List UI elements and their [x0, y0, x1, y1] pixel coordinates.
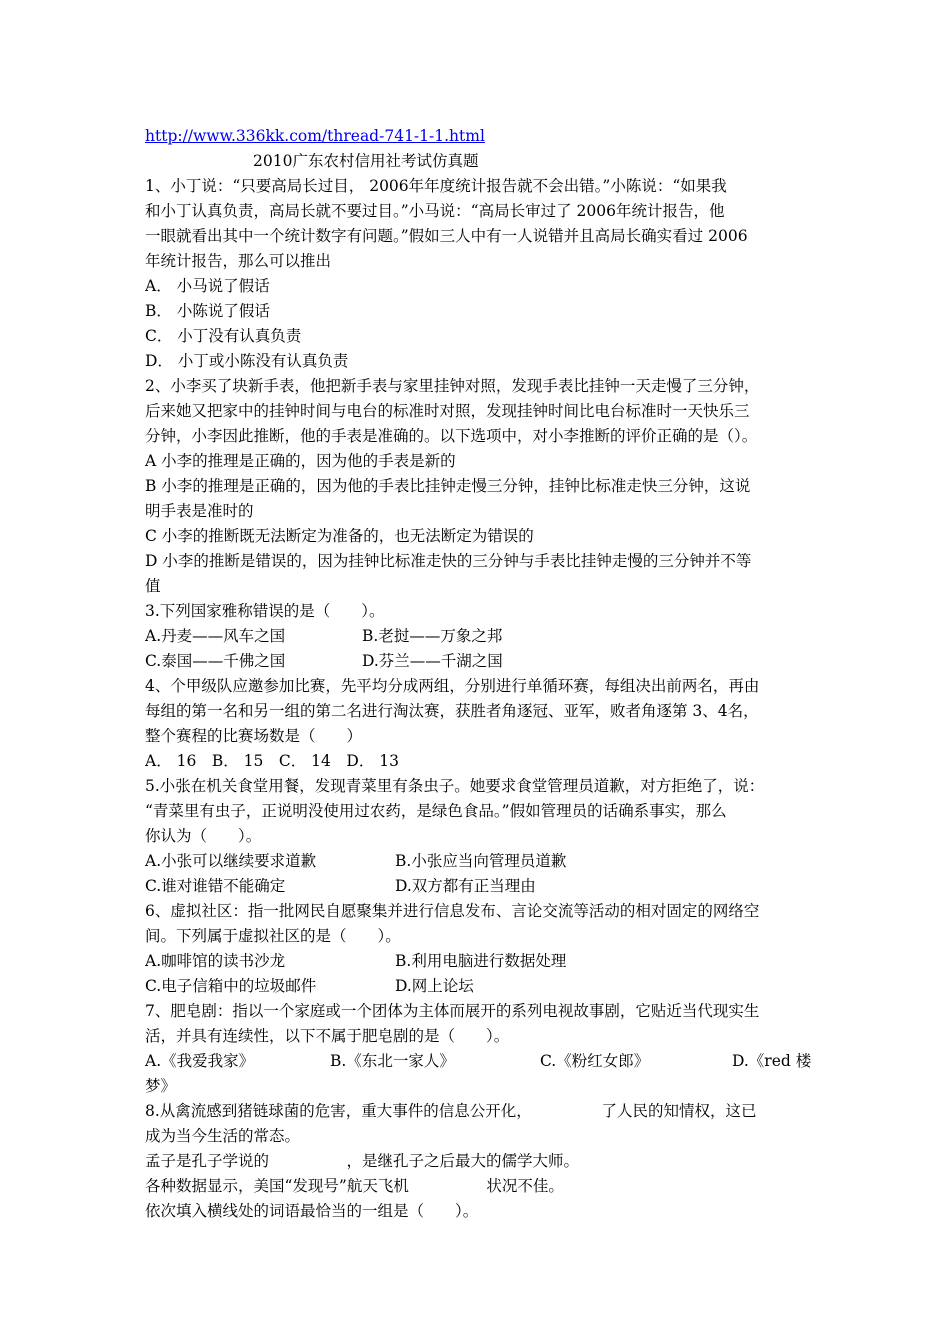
q6-option-d: D.网上论坛: [395, 977, 474, 995]
q2-option-d-cont: 值: [145, 577, 161, 595]
q5-text-line: 5.小张在机关食堂用餐，发现青菜里有条虫子。她要求食堂管理员道歉，对方拒绝了，说：: [145, 777, 765, 795]
q7-options-row: [145, 1049, 815, 1074]
q7-option-d-cont: 梦》: [145, 1077, 177, 1095]
q6-text-line: 6、虚拟社区：指一批网民自愿聚集并进行信息发布、言论交流等活动的相对固定的网络空: [145, 902, 760, 920]
q5-option-d: D.双方都有正当理由: [395, 877, 536, 895]
q8-text-line: 8.从禽流感到猪链球菌的危害，重大事件的信息公开化， 了人民的知情权，这已: [145, 1102, 757, 1120]
q7-option-c: C.《粉红女郎》: [540, 1052, 650, 1070]
q4-options: A． 16 B． 15 C． 14 D． 13: [145, 752, 399, 770]
q5-text-line: 你认为（ ）。: [145, 827, 262, 845]
q1-text-line: 1、小丁说：“只要高局长过目， 2006年年度统计报告就不会出错。”小陈说：“如果我: [145, 177, 727, 195]
q5-option-c: C.谁对谁错不能确定: [145, 877, 286, 895]
q5-option-a: A.小张可以继续要求道歉: [145, 852, 317, 870]
q5-text-line: “青菜里有虫子，正说明没使用过农药，是绿色食品。”假如管理员的话确系事实，那么: [145, 802, 727, 820]
q4-text-line: 4、个甲级队应邀参加比赛，先平均分成两组，分别进行单循环赛，每组决出前两名，再由: [145, 677, 760, 695]
q4-text-line: 整个赛程的比赛场数是（ ）: [145, 727, 363, 745]
q3-option-d: D.芬兰——千湖之国: [362, 652, 503, 670]
q2-text-line: 分钟，小李因此推断，他的手表是准确的。以下选项中，对小李推断的评价正确的是（）。: [145, 427, 758, 445]
q6-options-row-2: [145, 974, 815, 999]
q2-option-c: C 小李的推断既无法断定为准备的，也无法断定为错误的: [145, 527, 534, 545]
q6-options-row-1: [145, 949, 815, 974]
q3-option-b: B.老挝——万象之邦: [362, 627, 503, 645]
q2-option-b-cont: 明手表是准时的: [145, 502, 254, 520]
q8-text-line: 各种数据显示，美国“发现号”航天飞机 状况不佳。: [145, 1177, 564, 1195]
q3-stem: 3.下列国家雅称错误的是（ ）。: [145, 602, 385, 620]
q1-text-line: 年统计报告，那么可以推出: [145, 252, 332, 270]
q1-option-b: B． 小陈说了假话: [145, 302, 270, 320]
q3-options-row-2: [145, 649, 815, 674]
q7-text-line: 7、肥皂剧：指以一个家庭或一个团体为主体而展开的系列电视故事剧，它贴近当代现实生: [145, 1002, 760, 1020]
q7-option-b: B.《东北一家人》: [330, 1052, 455, 1070]
q5-options-row-1: [145, 849, 815, 874]
q3-option-c: C.泰国——千佛之国: [145, 652, 286, 670]
q8-text-line: 成为当今生活的常态。: [145, 1127, 301, 1145]
q7-option-a: A.《我爱我家》: [145, 1052, 255, 1070]
q7-text-line: 活，并具有连续性，以下不属于肥皂剧的是（ ）。: [145, 1027, 510, 1045]
q1-option-d: D． 小丁或小陈没有认真负责: [145, 352, 349, 370]
q3-options-row-1: [145, 624, 815, 649]
q7-option-d: D.《red 楼: [732, 1052, 812, 1070]
q6-text-line: 间。下列属于虚拟社区的是（ ）。: [145, 927, 401, 945]
source-link-line: [145, 124, 815, 149]
q1-option-a: A． 小马说了假话: [145, 277, 270, 295]
q3-option-a: A.丹麦——风车之国: [145, 627, 286, 645]
q4-text-line: 每组的第一名和另一组的第二名进行淘汰赛，获胜者角逐冠、亚军，败者角逐第 3、4名，: [145, 702, 759, 720]
q6-option-c: C.电子信箱中的垃圾邮件: [145, 977, 317, 995]
q1-option-c: C． 小丁没有认真负责: [145, 327, 302, 345]
document-body: [145, 124, 815, 1224]
q1-text-line: 和小丁认真负责，高局长就不要过目。”小马说：“高局长审过了 2006年统计报告，他: [145, 202, 725, 220]
q5-option-b: B.小张应当向管理员道歉: [395, 852, 567, 870]
q2-text-line: 2、小李买了块新手表，他把新手表与家里挂钟对照，发现手表比挂钟一天走慢了三分钟，: [145, 377, 760, 395]
q6-option-a: A.咖啡馆的读书沙龙: [145, 952, 286, 970]
q1-text-line: 一眼就看出其中一个统计数字有问题。”假如三人中有一人说错并且高局长确实看过 2006: [145, 227, 748, 245]
q8-text-line: 孟子是孔子学说的 ，是继孔子之后最大的儒学大师。: [145, 1152, 580, 1170]
q8-text-line: 依次填入横线处的词语最恰当的一组是（ ）。: [145, 1202, 479, 1220]
source-link[interactable]: http://www.336kk.com/thread-741-1-1.html: [145, 127, 485, 145]
q2-option-a: A 小李的推理是正确的，因为他的手表是新的: [145, 452, 456, 470]
q5-options-row-2: [145, 874, 815, 899]
q2-option-d: D 小李的推断是错误的，因为挂钟比标准走快的三分钟与手表比挂钟走慢的三分钟并不等: [145, 552, 752, 570]
document-title: 2010广东农村信用社考试仿真题: [253, 152, 479, 170]
q2-option-b: B 小李的推理是正确的，因为他的手表比挂钟走慢三分钟，挂钟比标准走快三分钟，这说: [145, 477, 751, 495]
q6-option-b: B.利用电脑进行数据处理: [395, 952, 567, 970]
q2-text-line: 后来她又把家中的挂钟时间与电台的标准时对照，发现挂钟时间比电台标准时一天快乐三: [145, 402, 750, 420]
